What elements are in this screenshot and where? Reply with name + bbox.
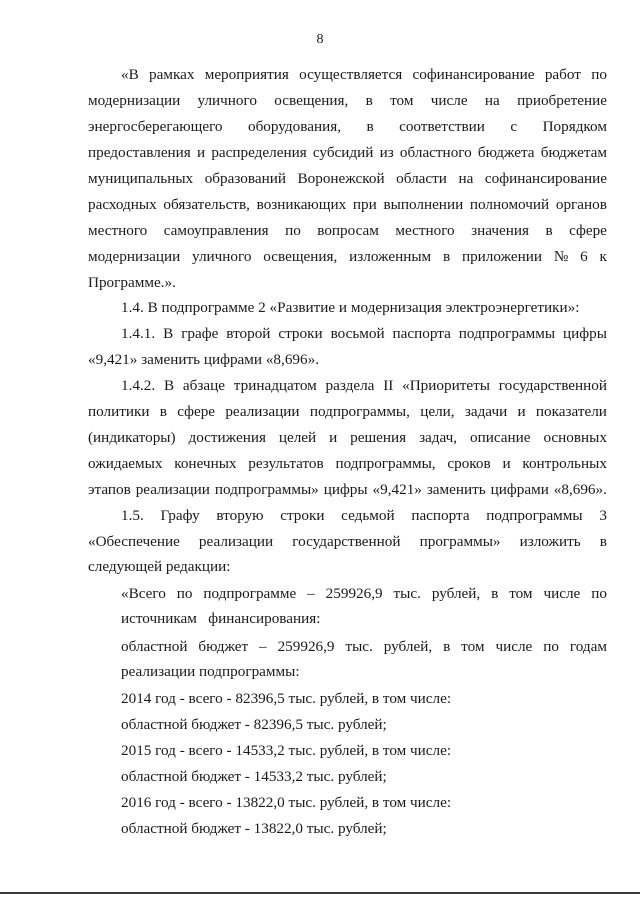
word: седьмой <box>341 507 395 524</box>
word: числе <box>430 92 468 109</box>
word: подпрограмме <box>203 585 297 602</box>
word: областного <box>399 144 472 161</box>
word: возникающих <box>256 196 347 213</box>
word: вторую <box>216 507 264 524</box>
word: изложенным <box>349 248 432 265</box>
word: 3 <box>599 507 607 524</box>
word: подпрограммы, <box>309 403 410 420</box>
word: второй <box>226 325 271 342</box>
word: сфере <box>569 222 607 239</box>
word: распределения <box>211 144 307 161</box>
word: решения <box>350 429 407 446</box>
word: подпрограммы» <box>214 481 319 498</box>
word: с <box>510 118 518 135</box>
word: муниципальных <box>88 170 194 187</box>
word: программы» <box>419 533 501 550</box>
word: 1.5. <box>121 507 144 524</box>
word: при <box>352 196 377 213</box>
text-line <box>121 608 320 630</box>
line-text: областной бюджет - 82396,5 тыс. рублей; <box>121 716 387 733</box>
word: бюджетам <box>540 144 607 161</box>
word: – <box>259 638 267 655</box>
word: показатели <box>535 403 607 420</box>
line-text: 2014 год - всего - 82396,5 тыс. рублей, в том числе: <box>121 690 452 707</box>
word: Порядком <box>542 118 607 135</box>
word: 1.4.1. <box>121 325 156 342</box>
line-text: «9,421» заменить цифрами «8,696». <box>88 351 319 368</box>
word: бюджет <box>198 638 249 655</box>
word: местного <box>88 222 148 239</box>
word: по <box>285 222 301 239</box>
word: соответствии <box>399 118 485 135</box>
word: софинансирование <box>412 66 535 83</box>
word: конечных <box>174 455 237 472</box>
word: рублей, <box>383 638 433 655</box>
word: подпрограммы, <box>335 455 436 472</box>
word: В <box>163 325 174 342</box>
text-line <box>121 792 451 814</box>
word: субсидий <box>312 144 374 161</box>
word: приобретение <box>517 92 607 109</box>
line-text: областной бюджет - 14533,2 тыс. рублей; <box>121 768 387 785</box>
line-text: следующей редакции: <box>88 558 231 575</box>
word: результатов <box>248 455 324 472</box>
line-text: 2016 год - всего - 13822,0 тыс. рублей, в том числе: <box>121 794 452 811</box>
word: цифрами <box>490 481 549 498</box>
text-line <box>88 453 607 475</box>
word: и <box>517 403 526 420</box>
word: том <box>509 585 533 602</box>
word: № <box>553 248 569 265</box>
word: задач, <box>419 429 458 446</box>
word: в <box>366 118 374 135</box>
line-text: областной бюджет - 13822,0 тыс. рублей; <box>121 820 387 837</box>
text-line <box>121 64 607 86</box>
word: модернизации <box>88 248 181 265</box>
word: В <box>163 377 175 394</box>
text-line <box>121 375 607 397</box>
word: контрольных <box>522 455 607 472</box>
word: подпрограммы <box>458 325 556 342</box>
word: оборудования, <box>247 118 341 135</box>
word: тыс. <box>345 638 373 655</box>
line-text: 2015 год - всего - 14533,2 тыс. рублей, в том числе: <box>121 742 452 759</box>
word: органов <box>555 196 607 213</box>
word: по <box>591 66 607 83</box>
word: освещения, <box>274 92 349 109</box>
word: реализации <box>135 481 210 498</box>
word: местного <box>395 222 455 239</box>
word: государственной <box>292 533 401 550</box>
word: образований <box>204 170 286 187</box>
word: по <box>176 585 193 602</box>
word: том <box>461 638 485 655</box>
word: обязательств, <box>163 196 250 213</box>
word: модернизации <box>88 92 181 109</box>
word: паспорта <box>411 507 470 524</box>
text-line <box>121 583 607 605</box>
word: 259926,9 <box>325 585 383 602</box>
word: цели, <box>420 403 455 420</box>
line-text: источникам финансирования: <box>121 610 321 627</box>
word: Воронежской <box>297 170 385 187</box>
word: «Всего <box>121 585 166 602</box>
word: софинансирование <box>484 170 607 187</box>
word: мероприятия <box>204 66 289 83</box>
line-text: реализации подпрограммы: <box>121 663 300 680</box>
word: числе <box>495 638 533 655</box>
word: паспорта <box>392 325 451 342</box>
word: в <box>443 638 451 655</box>
word: по <box>591 585 607 602</box>
text-line <box>121 740 451 762</box>
line-text: Программе.». <box>88 274 176 291</box>
word: сфере <box>177 403 216 420</box>
text-line <box>121 323 607 345</box>
text-line <box>88 142 607 164</box>
word: достижения <box>188 429 266 446</box>
word: том <box>390 92 414 109</box>
word: по <box>543 638 559 655</box>
word: изложить <box>519 533 581 550</box>
word: в <box>159 403 167 420</box>
word: работ <box>544 66 581 83</box>
word: приложении <box>461 248 542 265</box>
word: энергосберегающего <box>88 118 223 135</box>
word: государственной <box>498 377 607 394</box>
word: раздела <box>325 377 375 394</box>
word: 259926,9 <box>277 638 335 655</box>
word: реализации <box>225 403 300 420</box>
text-line <box>88 220 607 242</box>
text-line <box>88 531 607 553</box>
word: «8,696». <box>553 481 607 498</box>
word: подпрограммы <box>486 507 583 524</box>
text-line <box>88 401 607 423</box>
text-line <box>88 427 607 449</box>
text-line <box>121 714 387 736</box>
word: в <box>599 533 607 550</box>
word: рамках <box>149 66 195 83</box>
word: предоставления <box>88 144 191 161</box>
word: строки <box>280 507 325 524</box>
word: задачи <box>464 403 508 420</box>
word: тринадцатом <box>233 377 317 394</box>
text-line <box>121 505 607 527</box>
word: годам <box>569 638 607 655</box>
word: в <box>365 92 373 109</box>
word: графе <box>181 325 219 342</box>
word: 1.4.2. <box>121 377 156 394</box>
word: политики <box>88 403 150 420</box>
word: этапов <box>88 481 131 498</box>
word: Графу <box>160 507 200 524</box>
text-line <box>121 297 580 319</box>
word: бюджета <box>477 144 535 161</box>
word: к <box>599 248 607 265</box>
text-line <box>88 349 319 371</box>
text-line <box>88 556 230 578</box>
word: уличного <box>197 92 257 109</box>
word: цифры <box>563 325 607 342</box>
text-line <box>121 688 451 710</box>
word: областной <box>121 638 188 655</box>
word: осуществляется <box>299 66 403 83</box>
word: ожидаемых <box>88 455 163 472</box>
word: (индикаторы) <box>88 429 176 446</box>
word: «9,421» <box>372 481 422 498</box>
word: строки <box>278 325 323 342</box>
word: абзаце <box>182 377 225 394</box>
word: II <box>383 377 394 394</box>
page-bottom-edge <box>0 892 640 894</box>
word: самоуправления <box>163 222 269 239</box>
text-line <box>121 661 300 683</box>
word: на <box>484 92 500 109</box>
text-line <box>88 479 607 501</box>
text-line <box>121 766 387 788</box>
word: вопросам <box>317 222 379 239</box>
line-text: 1.4. В подпрограмме 2 «Развитие и модернизация электроэнергетики»: <box>121 299 580 316</box>
word: цифры <box>323 481 368 498</box>
word: полномочий <box>469 196 550 213</box>
word: основных <box>543 429 607 446</box>
word: и <box>329 429 338 446</box>
word: в <box>545 222 553 239</box>
word: уличного <box>192 248 252 265</box>
word: «Приоритеты <box>402 377 490 394</box>
text-line <box>88 116 607 138</box>
word: и <box>197 144 206 161</box>
word: в <box>442 248 451 265</box>
word: выполнении <box>383 196 464 213</box>
text-line <box>121 636 607 658</box>
page-number: 8 <box>316 32 324 47</box>
word: рублей, <box>431 585 481 602</box>
word: «В <box>121 66 139 83</box>
word: значения <box>471 222 529 239</box>
text-line <box>88 194 607 216</box>
text-line <box>88 168 607 190</box>
text-line <box>121 818 387 840</box>
word: описание <box>470 429 531 446</box>
word: области <box>396 170 447 187</box>
word: расходных <box>88 196 157 213</box>
text-line <box>88 246 607 268</box>
word: в <box>491 585 499 602</box>
word: освещения, <box>263 248 338 265</box>
word: и <box>502 455 511 472</box>
word: заменить <box>426 481 486 498</box>
word: восьмой <box>330 325 385 342</box>
word: числе <box>543 585 581 602</box>
word: 6 <box>580 248 588 265</box>
word: на <box>458 170 474 187</box>
word: сроков <box>447 455 491 472</box>
text-line <box>88 90 607 112</box>
word: из <box>379 144 394 161</box>
word: «Обеспечение <box>88 533 180 550</box>
word: целей <box>278 429 317 446</box>
word: тыс. <box>393 585 421 602</box>
word: реализации <box>198 533 274 550</box>
word: – <box>307 585 315 602</box>
text-line <box>88 272 176 294</box>
